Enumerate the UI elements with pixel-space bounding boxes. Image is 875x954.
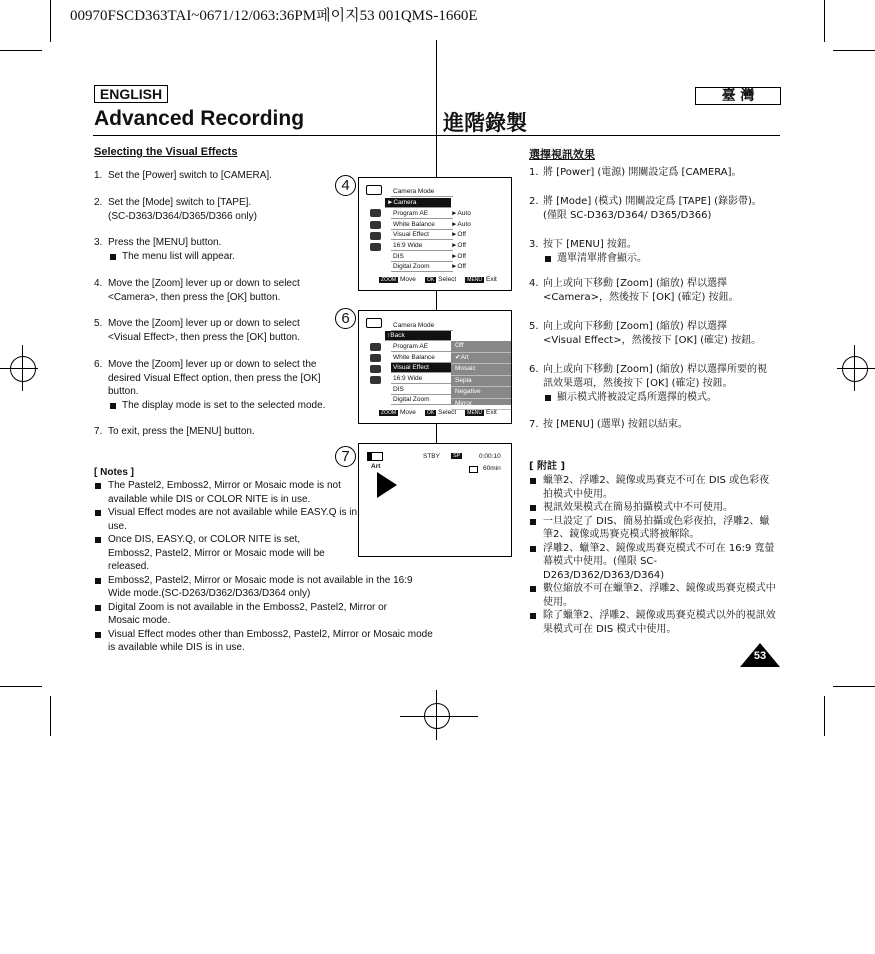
menu-value: ►Auto	[451, 210, 471, 217]
stby-label: STBY	[423, 453, 440, 460]
notes-title-en: [ Notes ]	[94, 467, 134, 478]
remaining-time: 60min	[483, 465, 501, 472]
screen-number-7: 7	[335, 446, 356, 467]
notes-title-zh: [ 附註 ]	[529, 461, 566, 472]
menu-back: ↑Back	[385, 331, 451, 341]
program-icon	[370, 209, 381, 217]
tape-icon	[469, 466, 478, 473]
registration-mark	[424, 703, 450, 729]
option: Off	[451, 341, 511, 353]
note-item: 視訊效果模式在簡易拍攝模式中不可使用。	[529, 501, 777, 515]
program-icon	[370, 343, 381, 351]
section-heading-en: Selecting the Visual Effects	[94, 146, 238, 158]
menu-screen-visual-effect	[358, 310, 512, 424]
crop-mark	[833, 686, 875, 687]
crop-mark	[0, 686, 42, 687]
battery-icon	[367, 452, 383, 461]
scene-icon	[370, 221, 381, 229]
mode-label: Art	[371, 463, 381, 470]
note-item: 浮雕2、蠟筆2、鏡像或馬賽克模式不可在 16:9 寬螢幕模式中使用。(僅限 SC-D263/D362/D363/D364)	[529, 542, 777, 583]
menu-value: ►Auto	[451, 221, 471, 228]
menu-item: Digital Zoom	[391, 262, 453, 272]
crop-mark	[833, 50, 875, 51]
menu-item-selected: Visual Effect	[391, 363, 453, 373]
cassette-icon	[370, 365, 381, 373]
recording-screen	[358, 443, 512, 557]
note-item: Emboss2, Pastel2, Mirror or Mosaic mode is not available in the 16:9 Wide mode.(SC-D263/D362/D363/D364 only)	[94, 574, 433, 601]
taiwan-tag: 臺 灣	[695, 87, 781, 105]
note-item: Digital Zoom is not available in the Emboss2, Pastel2, Mirror or Mosaic mode.	[94, 601, 408, 628]
note-item: 數位縮放不可在蠟筆2、浮雕2、鏡像或馬賽克模式中使用。	[529, 582, 777, 609]
menu-selected-camera: ►Camera	[385, 198, 451, 208]
camera-icon	[366, 185, 382, 195]
notes-list-zh	[529, 474, 777, 636]
art-effect-triangle	[377, 472, 397, 498]
menu-value: ►Off	[451, 263, 466, 270]
option-selected: ✔Art	[451, 353, 511, 365]
note-item: 蠟筆2、浮雕2、鏡像或馬賽克不可在 DIS 或色彩夜拍模式中使用。	[529, 474, 777, 501]
menu-footer: ZOOM Move OK Select MENU Exit	[381, 276, 497, 283]
menu-item: DIS	[391, 252, 453, 262]
registration-mark	[10, 356, 36, 382]
option: Mosaic	[451, 364, 511, 376]
option: Negative	[451, 387, 511, 399]
reg-line	[22, 345, 23, 391]
menu-item: 16:9 Wide	[391, 241, 453, 251]
option: Mirror	[451, 399, 511, 411]
registration-mark	[842, 356, 868, 382]
screen-number-4: 4	[335, 175, 356, 196]
screen-number-6: 6	[335, 308, 356, 329]
reg-line	[854, 345, 855, 391]
menu-item: 16:9 Wide	[391, 374, 453, 384]
crop-mark	[824, 696, 825, 736]
menu-title: Camera Mode	[391, 321, 453, 331]
scene-icon	[370, 354, 381, 362]
page-title-zh: 進階錄製	[443, 111, 527, 135]
print-header: 00970FSCD363TAI~0671/12/063:36PM페이지53 001QMS-1660E	[70, 8, 478, 24]
crop-mark	[824, 0, 825, 42]
note-item: 一旦設定了 DIS、簡易拍攝或色彩夜拍，浮雕2、蠟筆2、鏡像或馬賽克模式將被解除。	[529, 515, 777, 542]
menu-item: Visual Effect	[391, 230, 453, 240]
gear-icon	[370, 376, 381, 384]
menu-screen-camera	[358, 177, 512, 291]
gear-icon	[370, 243, 381, 251]
menu-item: Digital Zoom	[391, 395, 453, 405]
menu-item: Program AE	[391, 342, 453, 352]
note-item: 除了蠟筆2、浮雕2、鏡像或馬賽克模式以外的視訊效果模式可在 DIS 模式中使用。	[529, 609, 777, 636]
menu-item: White Balance	[391, 220, 453, 230]
section-heading-zh: 選擇視訊效果	[529, 148, 595, 161]
sp-badge: SP	[453, 453, 461, 459]
crop-mark	[50, 0, 51, 42]
cassette-icon	[370, 232, 381, 240]
option: Sepia	[451, 376, 511, 388]
page-number: 53	[753, 650, 767, 662]
note-item: Visual Effect modes are not available while EASY.Q is in use.	[94, 506, 358, 533]
menu-item: White Balance	[391, 353, 453, 363]
crop-mark	[50, 696, 51, 736]
menu-value: ►Off	[451, 253, 466, 260]
title-rule	[93, 135, 780, 136]
menu-footer: ZOOM Move OK Select MENU Exit	[381, 409, 497, 416]
menu-title: Camera Mode	[391, 187, 453, 197]
menu-item: DIS	[391, 385, 453, 395]
page-title-en: Advanced Recording	[94, 107, 305, 130]
menu-item: Program AE	[391, 209, 453, 219]
visual-effect-options	[451, 341, 511, 405]
note-item: Visual Effect modes other than Emboss2, Pastel2, Mirror or Mosaic mode is available while DIS is in use.	[94, 628, 433, 655]
note-item: The Pastel2, Emboss2, Mirror or Mosaic mode is not available while DIS or COLOR NITE is in use.	[94, 479, 358, 506]
camera-icon	[366, 318, 382, 328]
note-item: Once DIS, EASY.Q, or COLOR NITE is set, Emboss2, Pastel2, Mirror or Mosaic mode will be released.	[94, 533, 344, 574]
crop-mark	[0, 50, 42, 51]
menu-value: ►Off	[451, 242, 466, 249]
menu-value: ►Off	[451, 231, 466, 238]
timecode: 0:00:10	[479, 453, 501, 460]
english-tag: ENGLISH	[94, 85, 168, 103]
